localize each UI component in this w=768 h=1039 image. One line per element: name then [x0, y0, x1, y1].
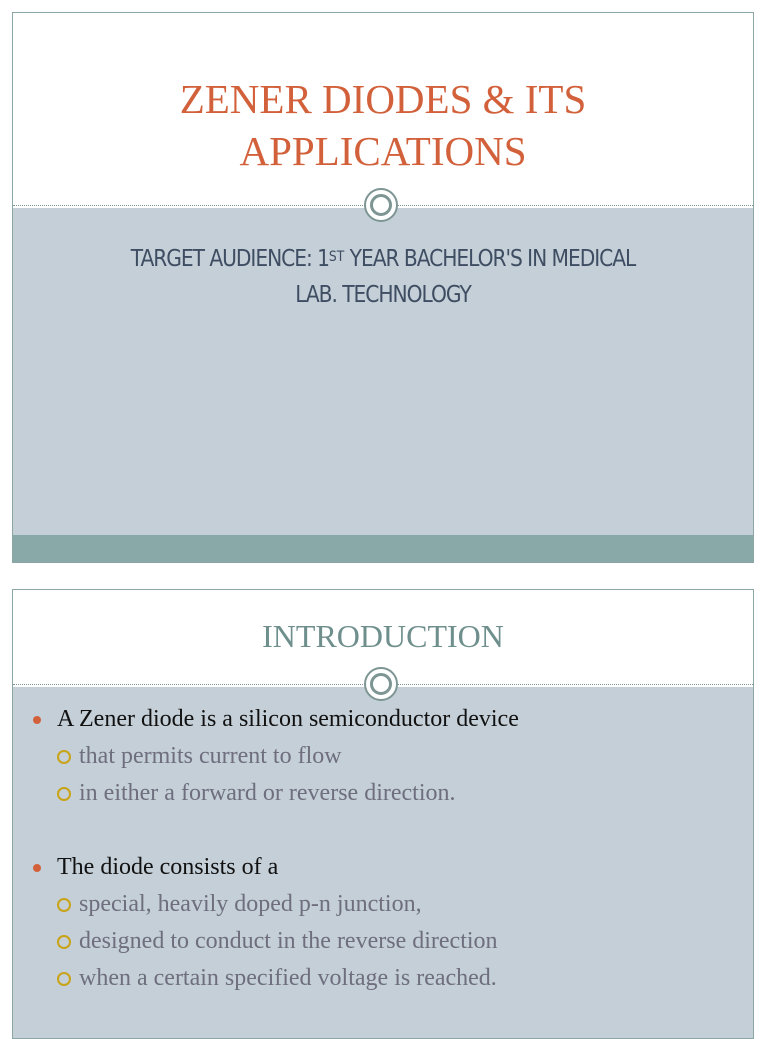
sub-bullet-ring-icon: [57, 750, 71, 764]
list-item: [13, 701, 753, 738]
list-item: [13, 923, 753, 960]
title-slide: [12, 12, 754, 563]
slide-title: [13, 73, 753, 177]
bullet-text: A Zener diode is a silicon semiconductor device: [57, 706, 519, 732]
sub-bullet-ring-icon: [57, 898, 71, 912]
slide-subtitle: [57, 241, 708, 313]
bullet-dot-icon: [33, 864, 41, 872]
divider-circle-icon: [364, 667, 398, 701]
sub-bullet-text: in either a forward or reverse direction.: [79, 780, 456, 806]
section-title: INTRODUCTION: [262, 618, 504, 654]
subtitle-line2: LAB. TECHNOLOGY: [295, 282, 471, 308]
list-item: [13, 775, 753, 812]
sub-bullet-ring-icon: [57, 935, 71, 949]
sub-bullet-ring-icon: [57, 972, 71, 986]
title-area: [13, 13, 753, 208]
list-spacer: [13, 812, 753, 849]
sub-bullet-text: when a certain specified voltage is reached.: [79, 965, 497, 991]
list-item: [13, 886, 753, 923]
sub-bullet-text: designed to conduct in the reverse direction: [79, 928, 498, 954]
sub-bullet-text: that permits current to flow: [79, 743, 342, 769]
slide-title-line1: ZENER DIODES & ITS: [179, 76, 587, 122]
subtitle-superscript: ST: [328, 249, 345, 265]
divider-circle-icon: [364, 188, 398, 222]
subtitle-prefix: TARGET AUDIENCE: 1: [130, 246, 329, 272]
list-item: [13, 960, 753, 997]
footer-band: [13, 535, 753, 562]
bullet-dot-icon: [33, 716, 41, 724]
bullet-list: [13, 701, 753, 997]
sub-bullet-ring-icon: [57, 787, 71, 801]
sub-bullet-text: special, heavily doped p-n junction,: [79, 891, 422, 917]
list-item: [13, 738, 753, 775]
introduction-slide: [12, 589, 754, 1039]
bullet-text: The diode consists of a: [57, 854, 279, 880]
list-item: [13, 849, 753, 886]
subtitle-rest: YEAR BACHELOR'S IN MEDICAL: [344, 246, 636, 272]
slide-title-line2: APPLICATIONS: [239, 128, 527, 174]
